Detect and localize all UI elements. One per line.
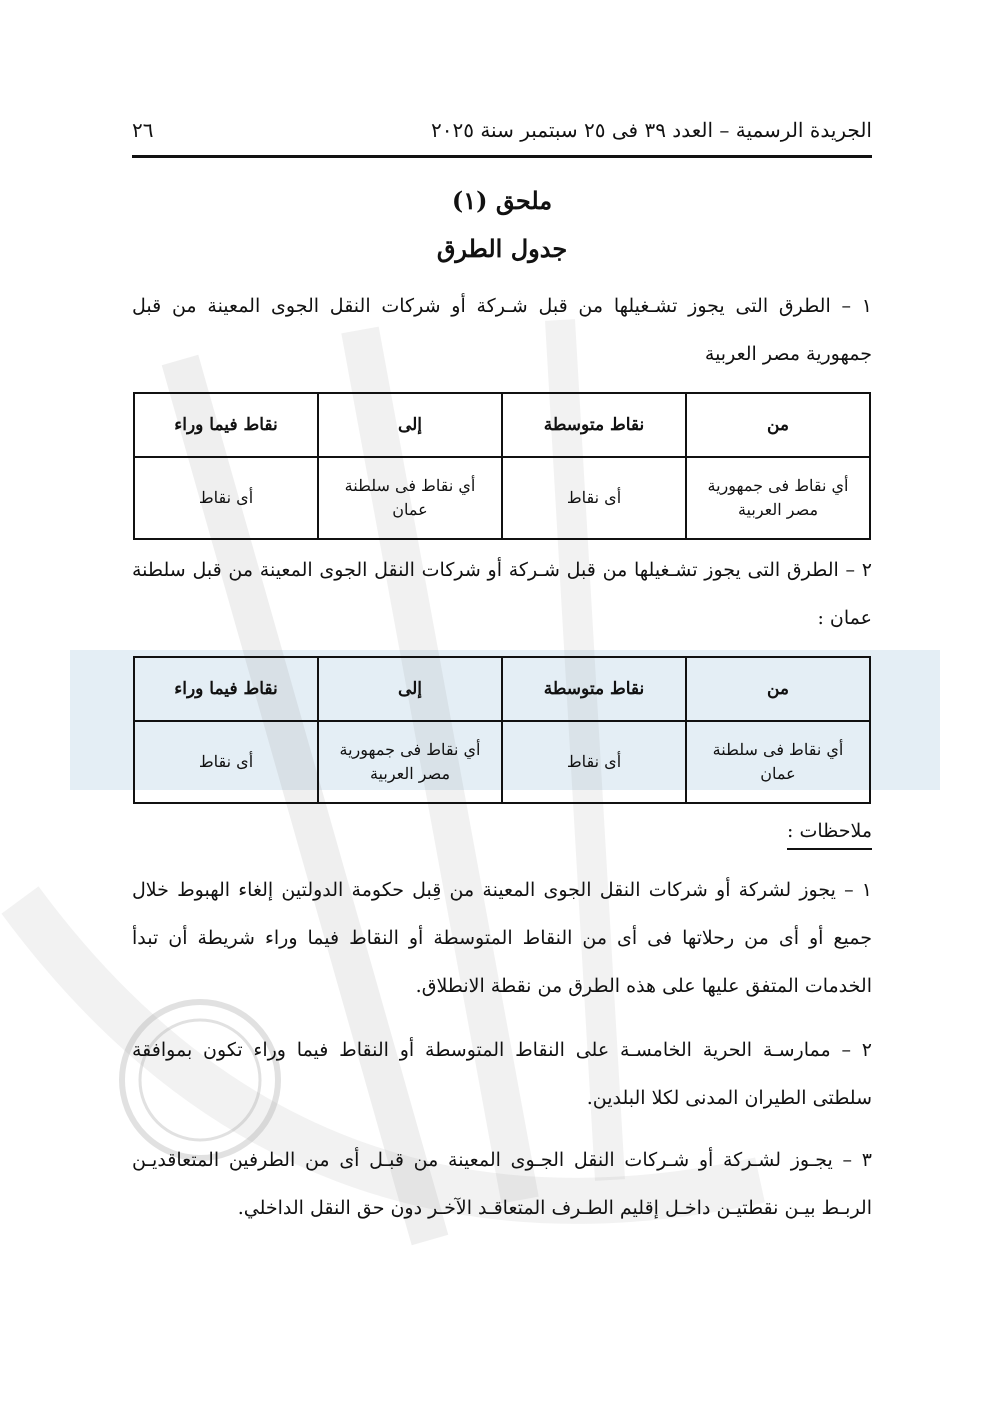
column-header-from: من (686, 657, 870, 721)
column-header-from: من (686, 393, 870, 457)
annex-title: ملحق (١) (451, 186, 553, 215)
header-rule (132, 155, 872, 158)
cell-from: أي نقاط فى سلطنة عمان (686, 721, 870, 803)
table-header-row (134, 657, 870, 721)
page-header (132, 110, 872, 150)
note-3: ٣ – يجـوز لشـركة أو شـركات النقل الجـوى المعينة من قبـل أى من الطرفين المتعاقديـن الربـط بيـن نقطتيـن داخـل إقليم الطـرف المتعاقـد الآخـر دون حق النقل الداخلي. (132, 1149, 872, 1219)
column-header-intermediate: نقاط متوسطة (502, 393, 686, 457)
note-2: ٢ – ممارسـة الحرية الخامسـة على النقاط المتوسطة أو النقاط فيما وراء تكون بموافقة سلطتى الطيران المدنى لكلا البلدين. (132, 1039, 872, 1109)
notes-heading: ملاحظات : (787, 820, 872, 850)
column-header-intermediate: نقاط متوسطة (502, 657, 686, 721)
cell-to: أي نقاط فى جمهورية مصر العربية (318, 721, 502, 803)
section1-intro: ١ – الطرق التى يجوز تشـغيلها من قبل شـركة أو شركات النقل الجوى المعينة من قبل جمهورية مصر العربية (132, 295, 872, 365)
cell-intermediate: أى نقاط (502, 721, 686, 803)
table-header-row (134, 393, 870, 457)
column-header-to: إلى (318, 657, 502, 721)
cell-beyond: أى نقاط (134, 721, 318, 803)
annex-subtitle: جدول الطرق (436, 234, 568, 263)
column-header-beyond: نقاط فيما وراء (134, 657, 318, 721)
column-header-to: إلى (318, 393, 502, 457)
table-row (134, 721, 870, 803)
page-number: ٢٦ (132, 118, 154, 142)
cell-intermediate: أى نقاط (502, 457, 686, 539)
routes-table-oman (133, 656, 871, 804)
cell-beyond: أى نقاط (134, 457, 318, 539)
running-title: الجريدة الرسمية – العدد ٣٩ فى ٢٥ سبتمبر سنة ٢٠٢٥ (431, 118, 872, 142)
routes-table-egypt (133, 392, 871, 540)
table-row (134, 457, 870, 539)
note-1: ١ – يجوز لشركة أو شركات النقل الجوى المعينة من قِبل حكومة الدولتين إلغاء الهبوط خلال جميع أو أى من رحلاتها فى أى من النقاط المتوسطة أو النقاط فيما وراء شريطة أن تبدأ الخدمات المتفق عليها على هذه الطرق من نقطة الانطلاق. (132, 879, 872, 997)
column-header-beyond: نقاط فيما وراء (134, 393, 318, 457)
section2-intro: ٢ – الطرق التى يجوز تشـغيلها من قبل شـركة أو شركات النقل الجوى المعينة من قبل سلطنة عمان : (132, 559, 872, 629)
cell-from: أي نقاط فى جمهورية مصر العربية (686, 457, 870, 539)
cell-to: أي نقاط فى سلطنة عمان (318, 457, 502, 539)
